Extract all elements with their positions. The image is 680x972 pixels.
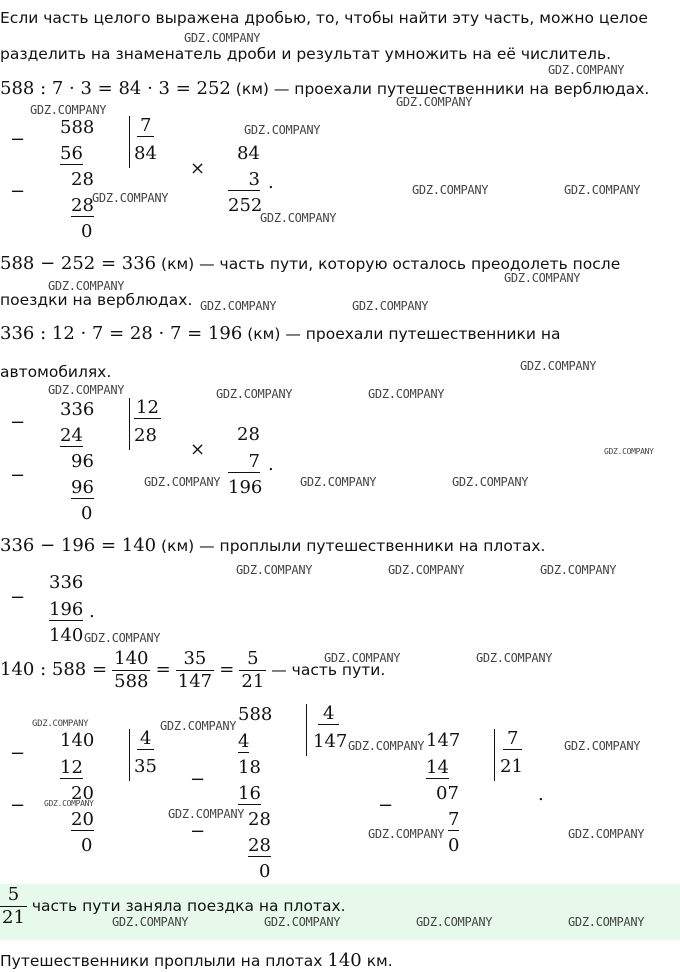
watermark: GDZ.COMPANY: [564, 183, 641, 197]
dividend: 336: [60, 399, 95, 420]
numerator: 5: [239, 648, 266, 671]
division-bar: [129, 398, 130, 450]
product: 196: [228, 477, 263, 498]
subtrahend: 16: [238, 783, 261, 804]
remainder: 0: [81, 221, 93, 242]
denominator: 588: [114, 671, 149, 692]
subtrahend: 28: [71, 195, 94, 216]
divisor: 12: [136, 397, 159, 418]
watermark: GDZ.COMPANY: [504, 271, 581, 285]
numerator: 5: [0, 884, 27, 907]
minus-sign: −: [10, 587, 26, 608]
numerator: 140: [114, 648, 149, 669]
remainder: 28: [248, 809, 271, 830]
step1-expression: 588 : 7 · 3 = 84 · 3 = 252: [0, 78, 231, 99]
watermark: GDZ.COMPANY: [260, 211, 337, 225]
watermark: GDZ.COMPANY: [168, 807, 245, 821]
factor: 84: [237, 143, 260, 164]
watermark: GDZ.COMPANY: [352, 299, 429, 313]
remainder: 28: [71, 169, 94, 190]
subtrahend: 196: [49, 599, 84, 620]
period: .: [268, 172, 274, 193]
difference: 140: [49, 625, 84, 646]
watermark: GDZ.COMPANY: [568, 915, 645, 929]
step3-line-2: автомобилях.: [0, 363, 112, 381]
subtrahend: 28: [248, 835, 271, 856]
division-bar: [306, 704, 307, 756]
dividend: 140: [60, 730, 95, 751]
subtrahend: 12: [60, 757, 83, 778]
answer-fraction: [0, 884, 27, 929]
watermark: GDZ.COMPANY: [200, 299, 277, 313]
watermark: GDZ.COMPANY: [324, 651, 401, 665]
divisor: 4: [318, 704, 339, 725]
minus-sign: −: [10, 795, 26, 816]
watermark: GDZ.COMPANY: [348, 739, 425, 753]
minus-sign: −: [378, 795, 394, 816]
step4-expression: 336 − 196 = 140: [0, 535, 157, 556]
step3-expression: 336 : 12 · 7 = 28 · 7 = 196: [0, 323, 243, 344]
remainder: 07: [436, 783, 459, 804]
step1-text: (км) — проехали путешественники на верблюдах.: [230, 80, 650, 98]
step2-expression: 588 − 252 = 336: [0, 253, 157, 274]
watermark: GDZ.COMPANY: [92, 191, 169, 205]
minus-sign: −: [10, 743, 26, 764]
product: 252: [228, 195, 263, 216]
subtrahend: 4: [238, 731, 250, 752]
minus-sign: −: [190, 821, 206, 842]
quotient: 147: [313, 731, 348, 752]
watermark: GDZ.COMPANY: [264, 915, 341, 929]
division-bar: [129, 116, 130, 168]
division-bar: [494, 729, 495, 781]
intro-line-2: разделить на знаменатель дроби и результат умножить на её числитель.: [0, 45, 612, 63]
watermark: GDZ.COMPANY: [144, 475, 221, 489]
watermark: GDZ.COMPANY: [236, 563, 313, 577]
dividend: 147: [426, 730, 461, 751]
period: .: [89, 601, 95, 622]
watermark: GDZ.COMPANY: [368, 387, 445, 401]
step4-line: [0, 535, 545, 557]
denominator: 21: [241, 671, 265, 692]
divisor: 7: [503, 729, 522, 750]
quotient: 21: [500, 756, 523, 777]
watermark: GDZ.COMPANY: [48, 279, 125, 293]
numerator: 35: [176, 648, 214, 671]
watermark: GDZ.COMPANY: [540, 563, 617, 577]
dividend: 588: [60, 117, 95, 138]
quotient: 28: [134, 425, 157, 446]
period: .: [268, 454, 274, 475]
fraction: [176, 648, 214, 693]
watermark: GDZ.COMPANY: [84, 631, 161, 645]
watermark: GDZ.COMPANY: [388, 563, 465, 577]
remainder: 0: [259, 861, 271, 882]
step1-line: [0, 78, 649, 100]
final-answer: [0, 950, 393, 972]
minus-sign: −: [10, 129, 26, 150]
remainder: 20: [71, 783, 94, 804]
minus-sign: −: [190, 769, 206, 790]
watermark: GDZ.COMPANY: [416, 915, 493, 929]
subtrahend: 96: [71, 477, 94, 498]
minuend: 336: [49, 572, 84, 593]
watermark: GDZ.COMPANY: [112, 915, 189, 929]
final-answer-value: 140: [327, 950, 362, 971]
intro-line-1: Если часть целого выражена дробью, то, чтобы найти эту часть, можно целое: [0, 9, 648, 27]
watermark: GDZ.COMPANY: [548, 63, 625, 77]
watermark: GDZ.COMPANY: [48, 383, 125, 397]
watermark: GDZ.COMPANY: [244, 123, 321, 137]
subtrahend: 20: [71, 809, 94, 830]
remainder: 96: [71, 451, 94, 472]
remainder: 0: [81, 503, 93, 524]
final-answer-unit: км.: [361, 952, 393, 970]
factor: 28: [237, 424, 260, 445]
answer-text: часть пути заняла поездка на плотах.: [26, 897, 346, 915]
watermark: GDZ.COMPANY: [44, 799, 94, 808]
watermark: GDZ.COMPANY: [452, 475, 529, 489]
remainder: 0: [448, 835, 460, 856]
remainder: 18: [238, 757, 261, 778]
divisor: 7: [137, 116, 154, 137]
final-answer-text: Путешественники проплыли на плотах: [0, 952, 328, 970]
watermark: GDZ.COMPANY: [30, 103, 107, 117]
watermark: GDZ.COMPANY: [412, 183, 489, 197]
watermark: GDZ.COMPANY: [184, 31, 261, 45]
times-sign: ×: [190, 158, 206, 179]
dividend: 588: [238, 704, 273, 725]
subtrahend: 7: [448, 809, 460, 830]
step3-text: (км) — проехали путешественники на: [242, 325, 561, 343]
denominator: 21: [2, 907, 25, 928]
subtrahend: 24: [60, 425, 83, 446]
equals-sign: =: [155, 659, 171, 680]
times-sign: ×: [190, 439, 206, 460]
divisor: 4: [137, 729, 154, 750]
factor: 3: [228, 170, 260, 191]
step3-line: [0, 323, 560, 345]
step4-text: (км) — проплыли путешественники на плотах.: [156, 537, 546, 555]
watermark: GDZ.COMPANY: [396, 95, 473, 109]
watermark: GDZ.COMPANY: [216, 387, 293, 401]
factor: 7: [228, 452, 260, 473]
watermark: GDZ.COMPANY: [476, 651, 553, 665]
watermark: GDZ.COMPANY: [568, 827, 645, 841]
minus-sign: −: [10, 181, 26, 202]
subtrahend: 56: [60, 143, 83, 164]
ratio-expression: 140 : 588 =: [0, 659, 108, 680]
watermark: GDZ.COMPANY: [300, 475, 377, 489]
quotient: 35: [134, 756, 157, 777]
fraction: [112, 648, 150, 693]
denominator: 147: [177, 671, 213, 692]
watermark: GDZ.COMPANY: [604, 447, 654, 456]
step5-text: — часть пути.: [266, 661, 386, 679]
watermark: GDZ.COMPANY: [160, 719, 237, 733]
step2-text: (км) — часть пути, которую осталось преодолеть после: [156, 255, 621, 273]
division-bar: [129, 729, 130, 781]
step2-line-2: поездки на верблюдах.: [0, 291, 193, 309]
equals-sign: =: [219, 659, 235, 680]
remainder: 0: [81, 835, 93, 856]
watermark: GDZ.COMPANY: [368, 827, 445, 841]
fraction: [239, 648, 266, 693]
subtrahend: 14: [426, 757, 449, 778]
watermark: GDZ.COMPANY: [32, 719, 89, 729]
period: .: [538, 784, 544, 805]
watermark: GDZ.COMPANY: [520, 359, 597, 373]
watermark: GDZ.COMPANY: [564, 739, 641, 753]
minus-sign: −: [10, 465, 26, 486]
minus-sign: −: [10, 412, 26, 433]
quotient: 84: [134, 143, 157, 164]
